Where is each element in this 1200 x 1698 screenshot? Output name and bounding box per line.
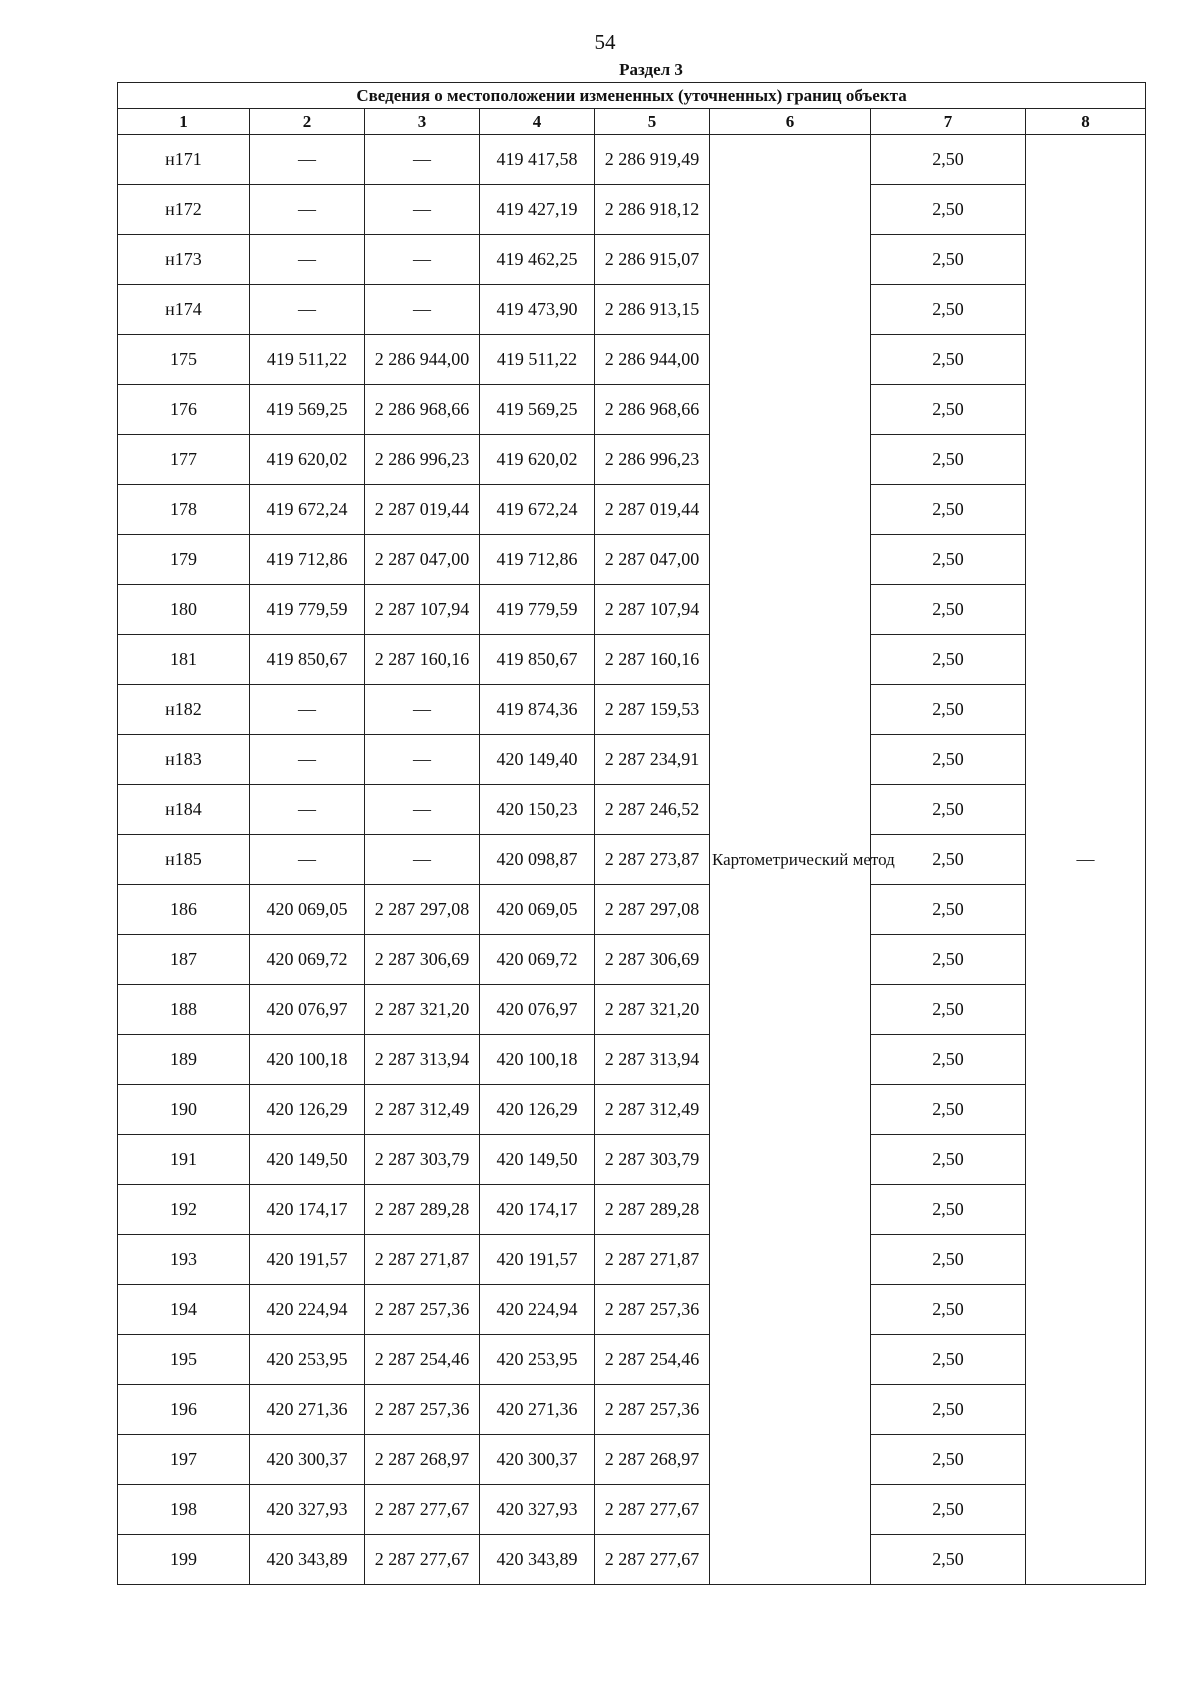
new-x-cell: 420 076,97 bbox=[480, 985, 595, 1035]
new-x-cell: 419 672,24 bbox=[480, 485, 595, 535]
new-x-cell: 419 511,22 bbox=[480, 335, 595, 385]
point-number-cell: 189 bbox=[118, 1035, 250, 1085]
accuracy-cell: 2,50 bbox=[871, 635, 1026, 685]
old-y-cell: 2 286 944,00 bbox=[365, 335, 480, 385]
table-row bbox=[118, 135, 1146, 185]
old-x-cell: 419 712,86 bbox=[250, 535, 365, 585]
old-y-cell: 2 287 047,00 bbox=[365, 535, 480, 585]
accuracy-cell: 2,50 bbox=[871, 535, 1026, 585]
new-x-cell: 420 191,57 bbox=[480, 1235, 595, 1285]
column-header: 1 bbox=[118, 109, 250, 135]
table-row bbox=[118, 985, 1146, 1035]
point-number-cell: н185 bbox=[118, 835, 250, 885]
column-header: 7 bbox=[871, 109, 1026, 135]
accuracy-cell: 2,50 bbox=[871, 1485, 1026, 1535]
old-y-cell: 2 287 277,67 bbox=[365, 1485, 480, 1535]
table-row bbox=[118, 435, 1146, 485]
old-y-cell: 2 287 303,79 bbox=[365, 1135, 480, 1185]
section-title bbox=[0, 60, 1200, 80]
boundary-points-table bbox=[117, 82, 1146, 1585]
old-x-cell: 420 327,93 bbox=[250, 1485, 365, 1535]
new-y-cell: 2 287 277,67 bbox=[595, 1485, 710, 1535]
accuracy-cell: 2,50 bbox=[871, 885, 1026, 935]
new-x-cell: 419 417,58 bbox=[480, 135, 595, 185]
accuracy-cell: 2,50 bbox=[871, 1085, 1026, 1135]
old-y-cell: 2 287 306,69 bbox=[365, 935, 480, 985]
point-number-cell: 194 bbox=[118, 1285, 250, 1335]
old-y-cell: 2 286 968,66 bbox=[365, 385, 480, 435]
column-header: 4 bbox=[480, 109, 595, 135]
old-y-cell: 2 287 321,20 bbox=[365, 985, 480, 1035]
new-y-cell: 2 287 257,36 bbox=[595, 1385, 710, 1435]
new-x-cell: 420 174,17 bbox=[480, 1185, 595, 1235]
accuracy-cell: 2,50 bbox=[871, 1035, 1026, 1085]
old-x-cell: 420 253,95 bbox=[250, 1335, 365, 1385]
new-x-cell: 420 149,50 bbox=[480, 1135, 595, 1185]
table-row bbox=[118, 935, 1146, 985]
accuracy-cell: 2,50 bbox=[871, 935, 1026, 985]
table-header-row bbox=[118, 109, 1146, 135]
table-row bbox=[118, 285, 1146, 335]
table-row bbox=[118, 685, 1146, 735]
old-x-cell: 420 149,50 bbox=[250, 1135, 365, 1185]
point-number-cell: н173 bbox=[118, 235, 250, 285]
accuracy-cell: 2,50 bbox=[871, 1185, 1026, 1235]
accuracy-cell: 2,50 bbox=[871, 1535, 1026, 1585]
accuracy-cell: 2,50 bbox=[871, 685, 1026, 735]
table-caption: Сведения о местоположении измененных (уточненных) границ объекта bbox=[118, 83, 1146, 109]
old-y-cell: — bbox=[365, 685, 480, 735]
point-number-cell: 175 bbox=[118, 335, 250, 385]
table-row bbox=[118, 785, 1146, 835]
table-row bbox=[118, 1485, 1146, 1535]
new-x-cell: 419 874,36 bbox=[480, 685, 595, 735]
new-x-cell: 419 462,25 bbox=[480, 235, 595, 285]
old-x-cell: — bbox=[250, 735, 365, 785]
new-y-cell: 2 286 968,66 bbox=[595, 385, 710, 435]
new-y-cell: 2 286 996,23 bbox=[595, 435, 710, 485]
accuracy-cell: 2,50 bbox=[871, 985, 1026, 1035]
old-x-cell: — bbox=[250, 685, 365, 735]
new-y-cell: 2 287 234,91 bbox=[595, 735, 710, 785]
old-y-cell: — bbox=[365, 735, 480, 785]
old-x-cell: 420 126,29 bbox=[250, 1085, 365, 1135]
table-row bbox=[118, 1535, 1146, 1585]
column-header: 6 bbox=[710, 109, 871, 135]
new-y-cell: 2 287 289,28 bbox=[595, 1185, 710, 1235]
table-row bbox=[118, 585, 1146, 635]
new-y-cell: 2 287 107,94 bbox=[595, 585, 710, 635]
table-row bbox=[118, 635, 1146, 685]
old-x-cell: 420 100,18 bbox=[250, 1035, 365, 1085]
old-x-cell: 420 271,36 bbox=[250, 1385, 365, 1435]
new-y-cell: 2 287 313,94 bbox=[595, 1035, 710, 1085]
old-x-cell: 420 069,72 bbox=[250, 935, 365, 985]
point-number-cell: 187 bbox=[118, 935, 250, 985]
new-x-cell: 420 300,37 bbox=[480, 1435, 595, 1485]
table-row bbox=[118, 1035, 1146, 1085]
page-number-text: 54 bbox=[594, 30, 616, 54]
table-row bbox=[118, 335, 1146, 385]
point-number-cell: 177 bbox=[118, 435, 250, 485]
old-x-cell: 419 850,67 bbox=[250, 635, 365, 685]
new-x-cell: 420 343,89 bbox=[480, 1535, 595, 1585]
accuracy-cell: 2,50 bbox=[871, 135, 1026, 185]
old-x-cell: 420 224,94 bbox=[250, 1285, 365, 1335]
new-x-cell: 419 427,19 bbox=[480, 185, 595, 235]
old-x-cell: 420 076,97 bbox=[250, 985, 365, 1035]
point-number-cell: 199 bbox=[118, 1535, 250, 1585]
new-y-cell: 2 287 271,87 bbox=[595, 1235, 710, 1285]
new-x-cell: 420 150,23 bbox=[480, 785, 595, 835]
point-number-cell: 181 bbox=[118, 635, 250, 685]
new-y-cell: 2 286 915,07 bbox=[595, 235, 710, 285]
new-y-cell: 2 287 254,46 bbox=[595, 1335, 710, 1385]
point-number-cell: 191 bbox=[118, 1135, 250, 1185]
old-x-cell: 420 191,57 bbox=[250, 1235, 365, 1285]
new-y-cell: 2 287 273,87 bbox=[595, 835, 710, 885]
accuracy-cell: 2,50 bbox=[871, 485, 1026, 535]
table-row bbox=[118, 1285, 1146, 1335]
new-x-cell: 420 069,72 bbox=[480, 935, 595, 985]
new-x-cell: 419 473,90 bbox=[480, 285, 595, 335]
old-y-cell: 2 287 254,46 bbox=[365, 1335, 480, 1385]
accuracy-cell: 2,50 bbox=[871, 435, 1026, 485]
old-x-cell: 420 343,89 bbox=[250, 1535, 365, 1585]
point-number-cell: 190 bbox=[118, 1085, 250, 1135]
old-y-cell: 2 286 996,23 bbox=[365, 435, 480, 485]
new-x-cell: 419 620,02 bbox=[480, 435, 595, 485]
accuracy-cell: 2,50 bbox=[871, 735, 1026, 785]
old-y-cell: 2 287 257,36 bbox=[365, 1385, 480, 1435]
new-y-cell: 2 286 944,00 bbox=[595, 335, 710, 385]
new-y-cell: 2 287 306,69 bbox=[595, 935, 710, 985]
new-y-cell: 2 287 019,44 bbox=[595, 485, 710, 535]
new-x-cell: 420 253,95 bbox=[480, 1335, 595, 1385]
accuracy-cell: 2,50 bbox=[871, 1335, 1026, 1385]
table-row bbox=[118, 1385, 1146, 1435]
new-x-cell: 419 850,67 bbox=[480, 635, 595, 685]
point-number-cell: н184 bbox=[118, 785, 250, 835]
new-y-cell: 2 286 913,15 bbox=[595, 285, 710, 335]
new-y-cell: 2 287 277,67 bbox=[595, 1535, 710, 1585]
column-header: 2 bbox=[250, 109, 365, 135]
accuracy-cell: 2,50 bbox=[871, 785, 1026, 835]
point-number-cell: 195 bbox=[118, 1335, 250, 1385]
point-number-cell: 196 bbox=[118, 1385, 250, 1435]
old-y-cell: 2 287 107,94 bbox=[365, 585, 480, 635]
new-y-cell: 2 287 159,53 bbox=[595, 685, 710, 735]
new-y-cell: 2 287 321,20 bbox=[595, 985, 710, 1035]
table-row bbox=[118, 1335, 1146, 1385]
new-y-cell: 2 286 918,12 bbox=[595, 185, 710, 235]
method-cell: Картометрический метод bbox=[710, 135, 871, 1585]
point-number-cell: 186 bbox=[118, 885, 250, 935]
old-y-cell: 2 287 257,36 bbox=[365, 1285, 480, 1335]
old-x-cell: 419 620,02 bbox=[250, 435, 365, 485]
old-x-cell: 420 069,05 bbox=[250, 885, 365, 935]
point-number-cell: 176 bbox=[118, 385, 250, 435]
new-x-cell: 420 069,05 bbox=[480, 885, 595, 935]
old-x-cell: — bbox=[250, 185, 365, 235]
point-number-cell: 178 bbox=[118, 485, 250, 535]
new-x-cell: 420 224,94 bbox=[480, 1285, 595, 1335]
accuracy-cell: 2,50 bbox=[871, 385, 1026, 435]
old-x-cell: 420 300,37 bbox=[250, 1435, 365, 1485]
table-row bbox=[118, 835, 1146, 885]
old-x-cell: 419 672,24 bbox=[250, 485, 365, 535]
accuracy-cell: 2,50 bbox=[871, 1235, 1026, 1285]
new-x-cell: 420 100,18 bbox=[480, 1035, 595, 1085]
column-header: 8 bbox=[1026, 109, 1146, 135]
old-x-cell: — bbox=[250, 285, 365, 335]
new-x-cell: 420 098,87 bbox=[480, 835, 595, 885]
accuracy-cell: 2,50 bbox=[871, 235, 1026, 285]
page-number bbox=[0, 30, 1200, 55]
table-row bbox=[118, 485, 1146, 535]
old-y-cell: — bbox=[365, 835, 480, 885]
table-body bbox=[118, 135, 1146, 1585]
old-y-cell: — bbox=[365, 135, 480, 185]
section-title-text: Раздел 3 bbox=[619, 60, 683, 79]
point-number-cell: 192 bbox=[118, 1185, 250, 1235]
new-x-cell: 419 712,86 bbox=[480, 535, 595, 585]
table-caption-row bbox=[118, 83, 1146, 109]
new-x-cell: 420 126,29 bbox=[480, 1085, 595, 1135]
table-row bbox=[118, 235, 1146, 285]
old-x-cell: 419 569,25 bbox=[250, 385, 365, 435]
point-number-cell: н183 bbox=[118, 735, 250, 785]
table-row bbox=[118, 1235, 1146, 1285]
point-number-cell: 197 bbox=[118, 1435, 250, 1485]
new-y-cell: 2 287 047,00 bbox=[595, 535, 710, 585]
new-x-cell: 419 779,59 bbox=[480, 585, 595, 635]
column-header: 3 bbox=[365, 109, 480, 135]
old-x-cell: — bbox=[250, 235, 365, 285]
table-row bbox=[118, 1435, 1146, 1485]
old-y-cell: — bbox=[365, 785, 480, 835]
new-y-cell: 2 287 303,79 bbox=[595, 1135, 710, 1185]
point-number-cell: н172 bbox=[118, 185, 250, 235]
old-y-cell: 2 287 297,08 bbox=[365, 885, 480, 935]
old-x-cell: 420 174,17 bbox=[250, 1185, 365, 1235]
point-number-cell: н174 bbox=[118, 285, 250, 335]
point-number-cell: 180 bbox=[118, 585, 250, 635]
old-y-cell: 2 287 289,28 bbox=[365, 1185, 480, 1235]
old-y-cell: 2 287 271,87 bbox=[365, 1235, 480, 1285]
accuracy-cell: 2,50 bbox=[871, 335, 1026, 385]
accuracy-cell: 2,50 bbox=[871, 1285, 1026, 1335]
accuracy-cell: 2,50 bbox=[871, 1435, 1026, 1485]
table-row bbox=[118, 885, 1146, 935]
old-y-cell: 2 287 277,67 bbox=[365, 1535, 480, 1585]
point-number-cell: н171 bbox=[118, 135, 250, 185]
new-y-cell: 2 287 160,16 bbox=[595, 635, 710, 685]
new-x-cell: 420 327,93 bbox=[480, 1485, 595, 1535]
new-y-cell: 2 287 257,36 bbox=[595, 1285, 710, 1335]
point-number-cell: н182 bbox=[118, 685, 250, 735]
new-x-cell: 420 149,40 bbox=[480, 735, 595, 785]
table-row bbox=[118, 1135, 1146, 1185]
table-row bbox=[118, 185, 1146, 235]
old-y-cell: — bbox=[365, 185, 480, 235]
old-x-cell: — bbox=[250, 135, 365, 185]
point-number-cell: 188 bbox=[118, 985, 250, 1035]
accuracy-cell: 2,50 bbox=[871, 835, 1026, 885]
old-y-cell: 2 287 312,49 bbox=[365, 1085, 480, 1135]
new-y-cell: 2 287 312,49 bbox=[595, 1085, 710, 1135]
old-y-cell: 2 287 160,16 bbox=[365, 635, 480, 685]
old-y-cell: — bbox=[365, 285, 480, 335]
table-row bbox=[118, 735, 1146, 785]
new-x-cell: 419 569,25 bbox=[480, 385, 595, 435]
old-y-cell: 2 287 268,97 bbox=[365, 1435, 480, 1485]
old-y-cell: 2 287 313,94 bbox=[365, 1035, 480, 1085]
old-x-cell: 419 511,22 bbox=[250, 335, 365, 385]
accuracy-cell: 2,50 bbox=[871, 185, 1026, 235]
new-x-cell: 420 271,36 bbox=[480, 1385, 595, 1435]
accuracy-cell: 2,50 bbox=[871, 1385, 1026, 1435]
point-number-cell: 198 bbox=[118, 1485, 250, 1535]
new-y-cell: 2 286 919,49 bbox=[595, 135, 710, 185]
point-number-cell: 179 bbox=[118, 535, 250, 585]
old-x-cell: 419 779,59 bbox=[250, 585, 365, 635]
accuracy-cell: 2,50 bbox=[871, 1135, 1026, 1185]
table-row bbox=[118, 385, 1146, 435]
column8-cell: — bbox=[1026, 135, 1146, 1585]
old-x-cell: — bbox=[250, 785, 365, 835]
new-y-cell: 2 287 297,08 bbox=[595, 885, 710, 935]
old-x-cell: — bbox=[250, 835, 365, 885]
point-number-cell: 193 bbox=[118, 1235, 250, 1285]
accuracy-cell: 2,50 bbox=[871, 285, 1026, 335]
accuracy-cell: 2,50 bbox=[871, 585, 1026, 635]
table-row bbox=[118, 1185, 1146, 1235]
old-y-cell: — bbox=[365, 235, 480, 285]
table-row bbox=[118, 1085, 1146, 1135]
column-header: 5 bbox=[595, 109, 710, 135]
table-row bbox=[118, 535, 1146, 585]
new-y-cell: 2 287 268,97 bbox=[595, 1435, 710, 1485]
new-y-cell: 2 287 246,52 bbox=[595, 785, 710, 835]
old-y-cell: 2 287 019,44 bbox=[365, 485, 480, 535]
